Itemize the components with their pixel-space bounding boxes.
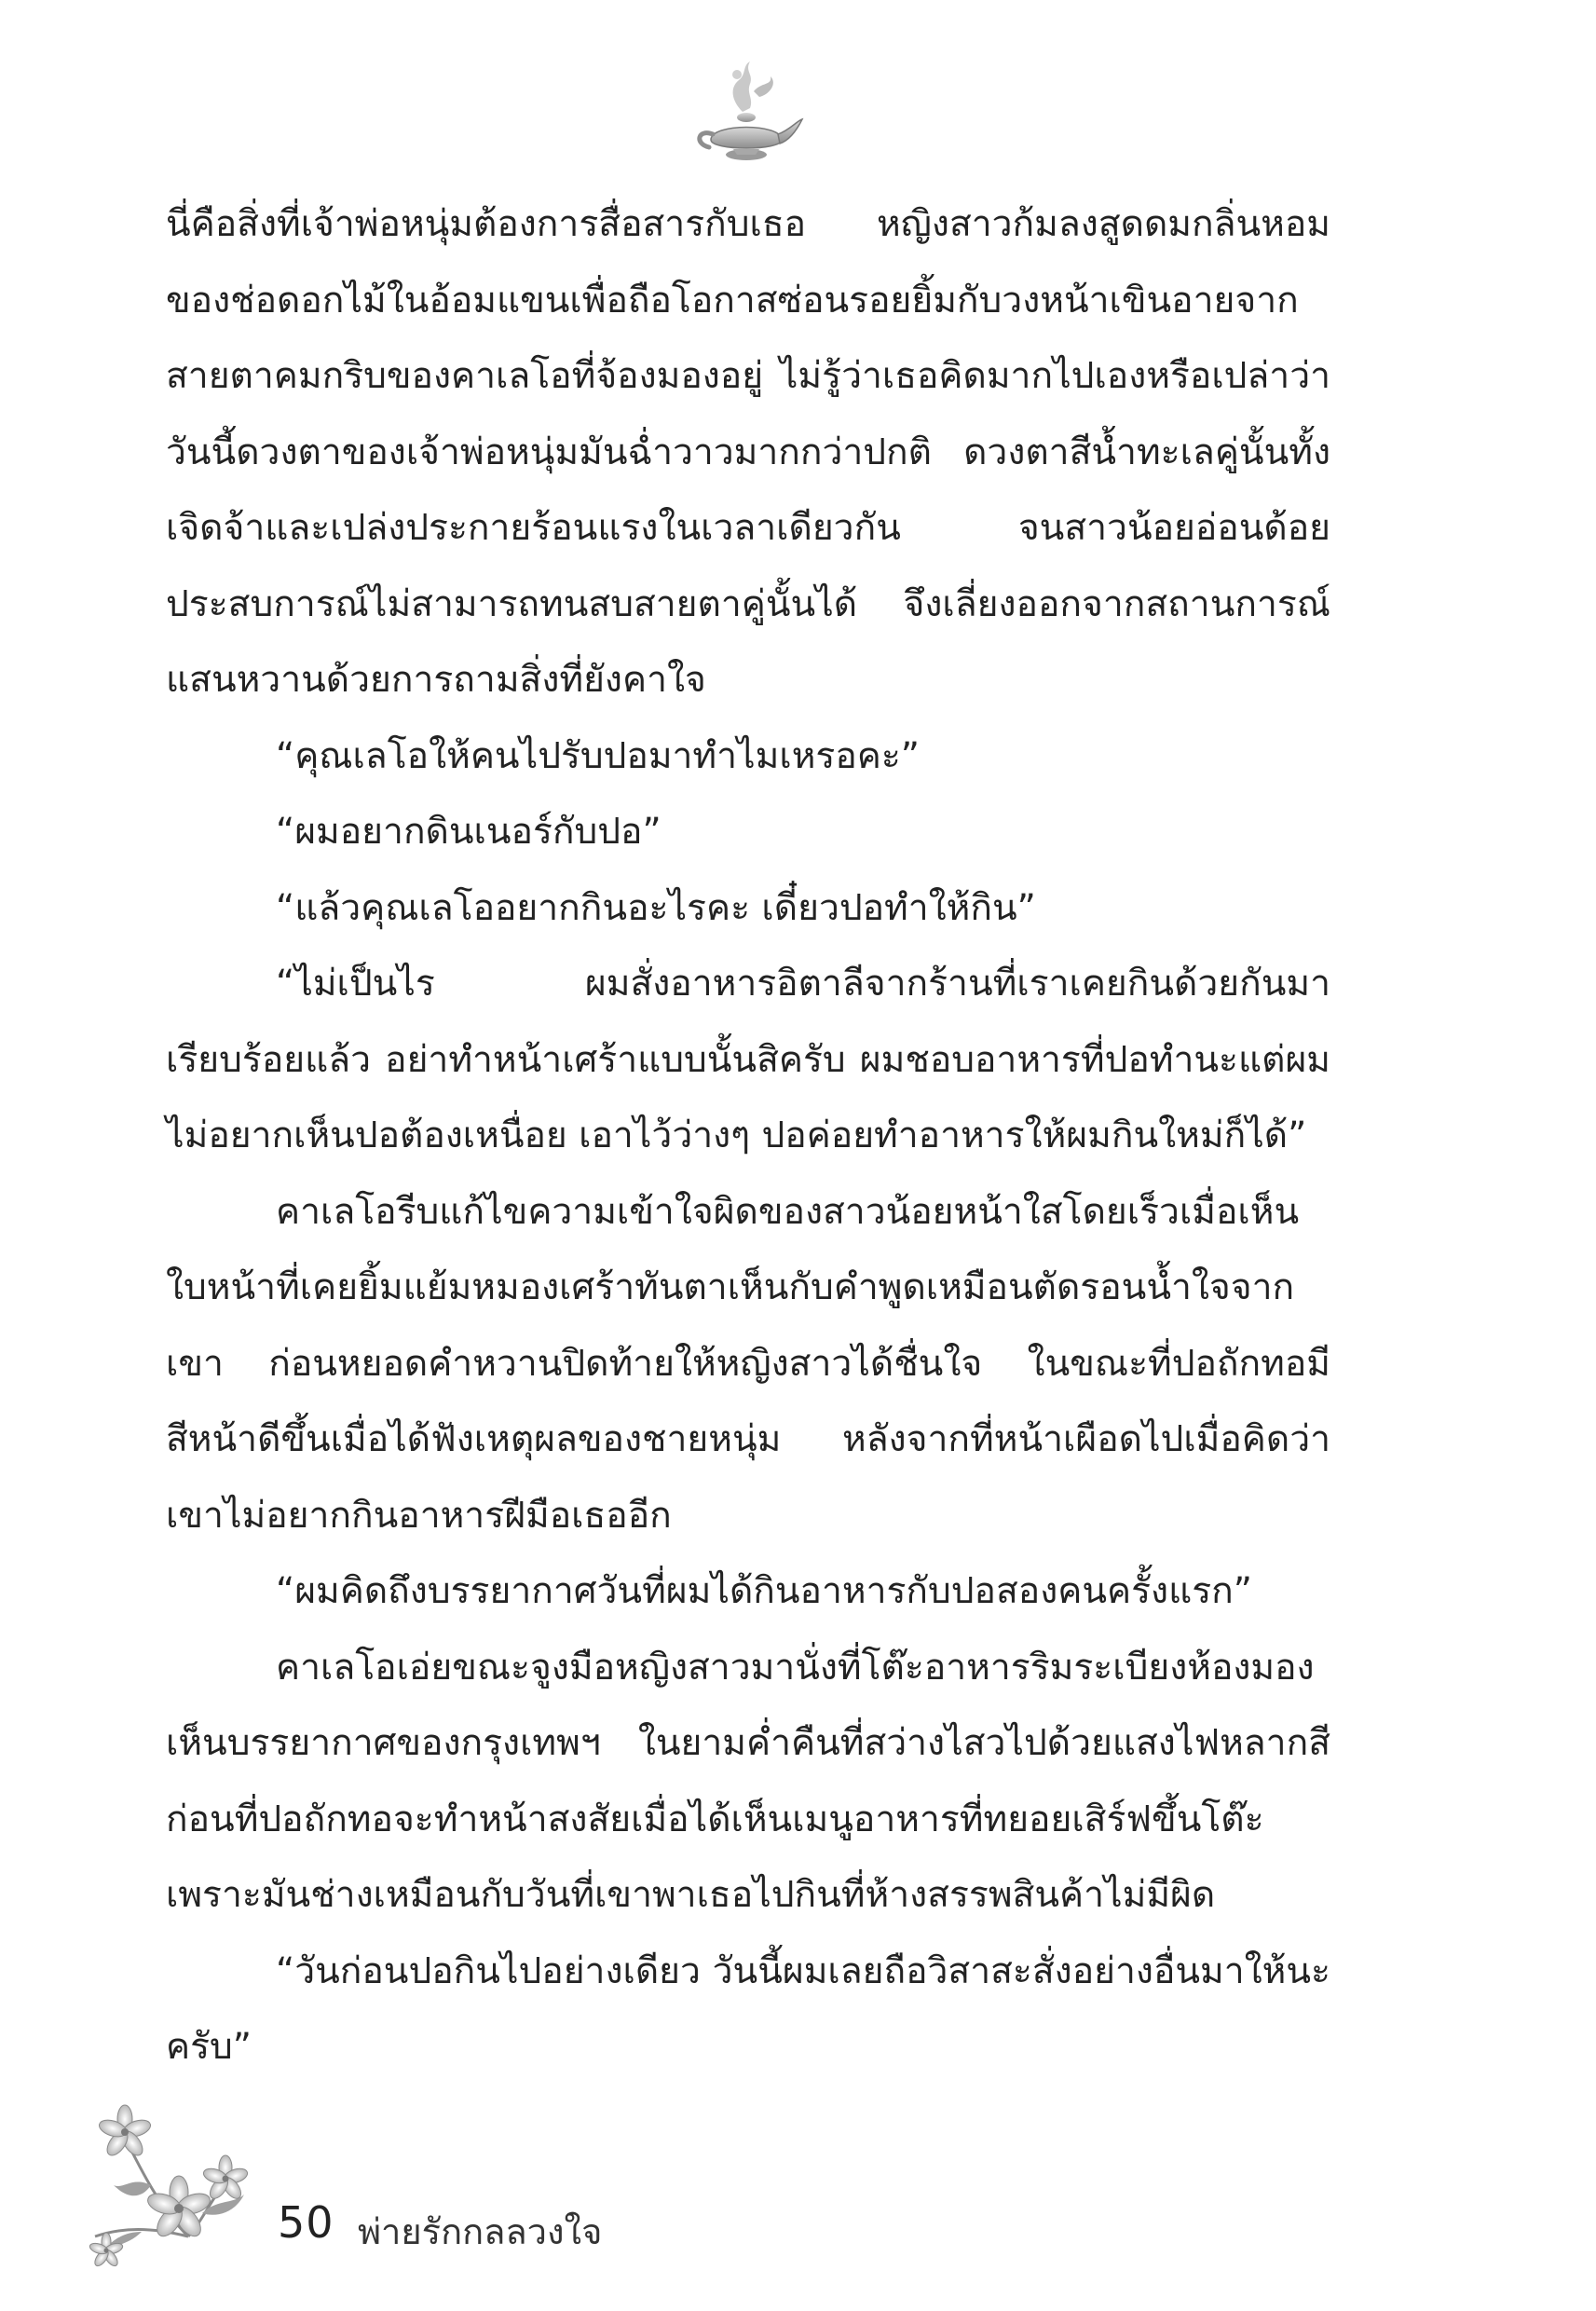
paragraph: “ผมคิดถึงบรรยากาศวันที่ผมได้กินอาหารกับปอสองคนครั้งแรก” (276, 1570, 1252, 1612)
paragraph: นี่คือสิ่งที่เจ้าพ่อหนุ่มต้องการสื่อสารกับเธอ หญิงสาวก้มลงสูดดมกลิ่นหอมของช่อดอกไม้ในอ้อมแขนเพื่อถือโอกาสซ่อนรอยยิ้มกับวงหน้าเขินอายจากสายตาคมกริบของคาเลโอที่จ้องมองอยู่ ไม่รู้ว่าเธอคิดมากไปเองหรือเปล่าว่าวันนี้ดวงตาของเจ้าพ่อหนุ่มมันฉ่ำวาวมากกว่าปกติ ดวงตาสีน้ำทะเลคู่นั้นทั้งเจิดจ้าและเปล่งประกายร้อนแรงในเวลาเดียวกัน จนสาวน้อยอ่อนด้อยประสบการณ์ไม่สามารถทนสบสายตาคู่นั้นได้ จึงเลี่ยงออกจากสถานการณ์แสนหวานด้วยการถามสิ่งที่ยังคาใจ (166, 203, 1330, 701)
body-text (166, 186, 1330, 2085)
flower-bouquet-icon (86, 2097, 272, 2283)
genie-lamp-icon (685, 54, 806, 175)
book-title: พ่ายรักกลลวงใจ (358, 2211, 603, 2252)
paragraph: “ไม่เป็นไร ผมสั่งอาหารอิตาลีจากร้านที่เราเคยกินด้วยกันมาเรียบร้อยแล้ว อย่าทำหน้าเศร้าแบบนั้นสิครับ ผมชอบอาหารที่ปอทำนะแต่ผมไม่อยากเห็นปอต้องเหนื่อย เอาไว้ว่างๆ ปอค่อยทำอาหารให้ผมกินใหม่ก็ได้” (166, 963, 1330, 1156)
paragraph: คาเลโอรีบแก้ไขความเข้าใจผิดของสาวน้อยหน้าใสโดยเร็วเมื่อเห็นใบหน้าที่เคยยิ้มแย้มหมองเศร้าทันตาเห็นกับคำพูดเหมือนตัดรอนน้ำใจจากเขา ก่อนหยอดคำหวานปิดท้ายให้หญิงสาวได้ชื่นใจ ในขณะที่ปอถักทอมีสีหน้าดีขึ้นเมื่อได้ฟังเหตุผลของชายหนุ่ม หลังจากที่หน้าเผือดไปเมื่อคิดว่าเขาไม่อยากกินอาหารฝีมือเธออีก (166, 1190, 1330, 1537)
paragraph: “วันก่อนปอกินไปอย่างเดียว วันนี้ผมเลยถือวิสาสะสั่งอย่างอื่นมาให้นะครับ” (166, 1949, 1330, 2068)
paragraph: “แล้วคุณเลโออยากกินอะไรคะ เดี๋ยวปอทำให้กิน” (276, 886, 1036, 929)
paragraph: คาเลโอเอ่ยขณะจูงมือหญิงสาวมานั่งที่โต๊ะอาหารริมระเบียงห้องมองเห็นบรรยากาศของกรุงเทพฯ ในยามค่ำคืนที่สว่างไสวไปด้วยแสงไฟหลากสี ก่อนที่ปอถักทอจะทำหน้าสงสัยเมื่อได้เห็นเมนูอาหารที่ทยอยเสิร์ฟขึ้นโต๊ะ เพราะมันช่างเหมือนกับวันที่เขาพาเธอไปกินที่ห้างสรรพสินค้าไม่มีผิด (166, 1646, 1330, 1916)
page-number: 50 (278, 2197, 334, 2248)
paragraph: “คุณเลโอให้คนไปรับปอมาทำไมเหรอคะ” (276, 734, 921, 777)
paragraph: “ผมอยากดินเนอร์กับปอ” (276, 811, 662, 853)
page-footer (0, 2097, 1596, 2283)
